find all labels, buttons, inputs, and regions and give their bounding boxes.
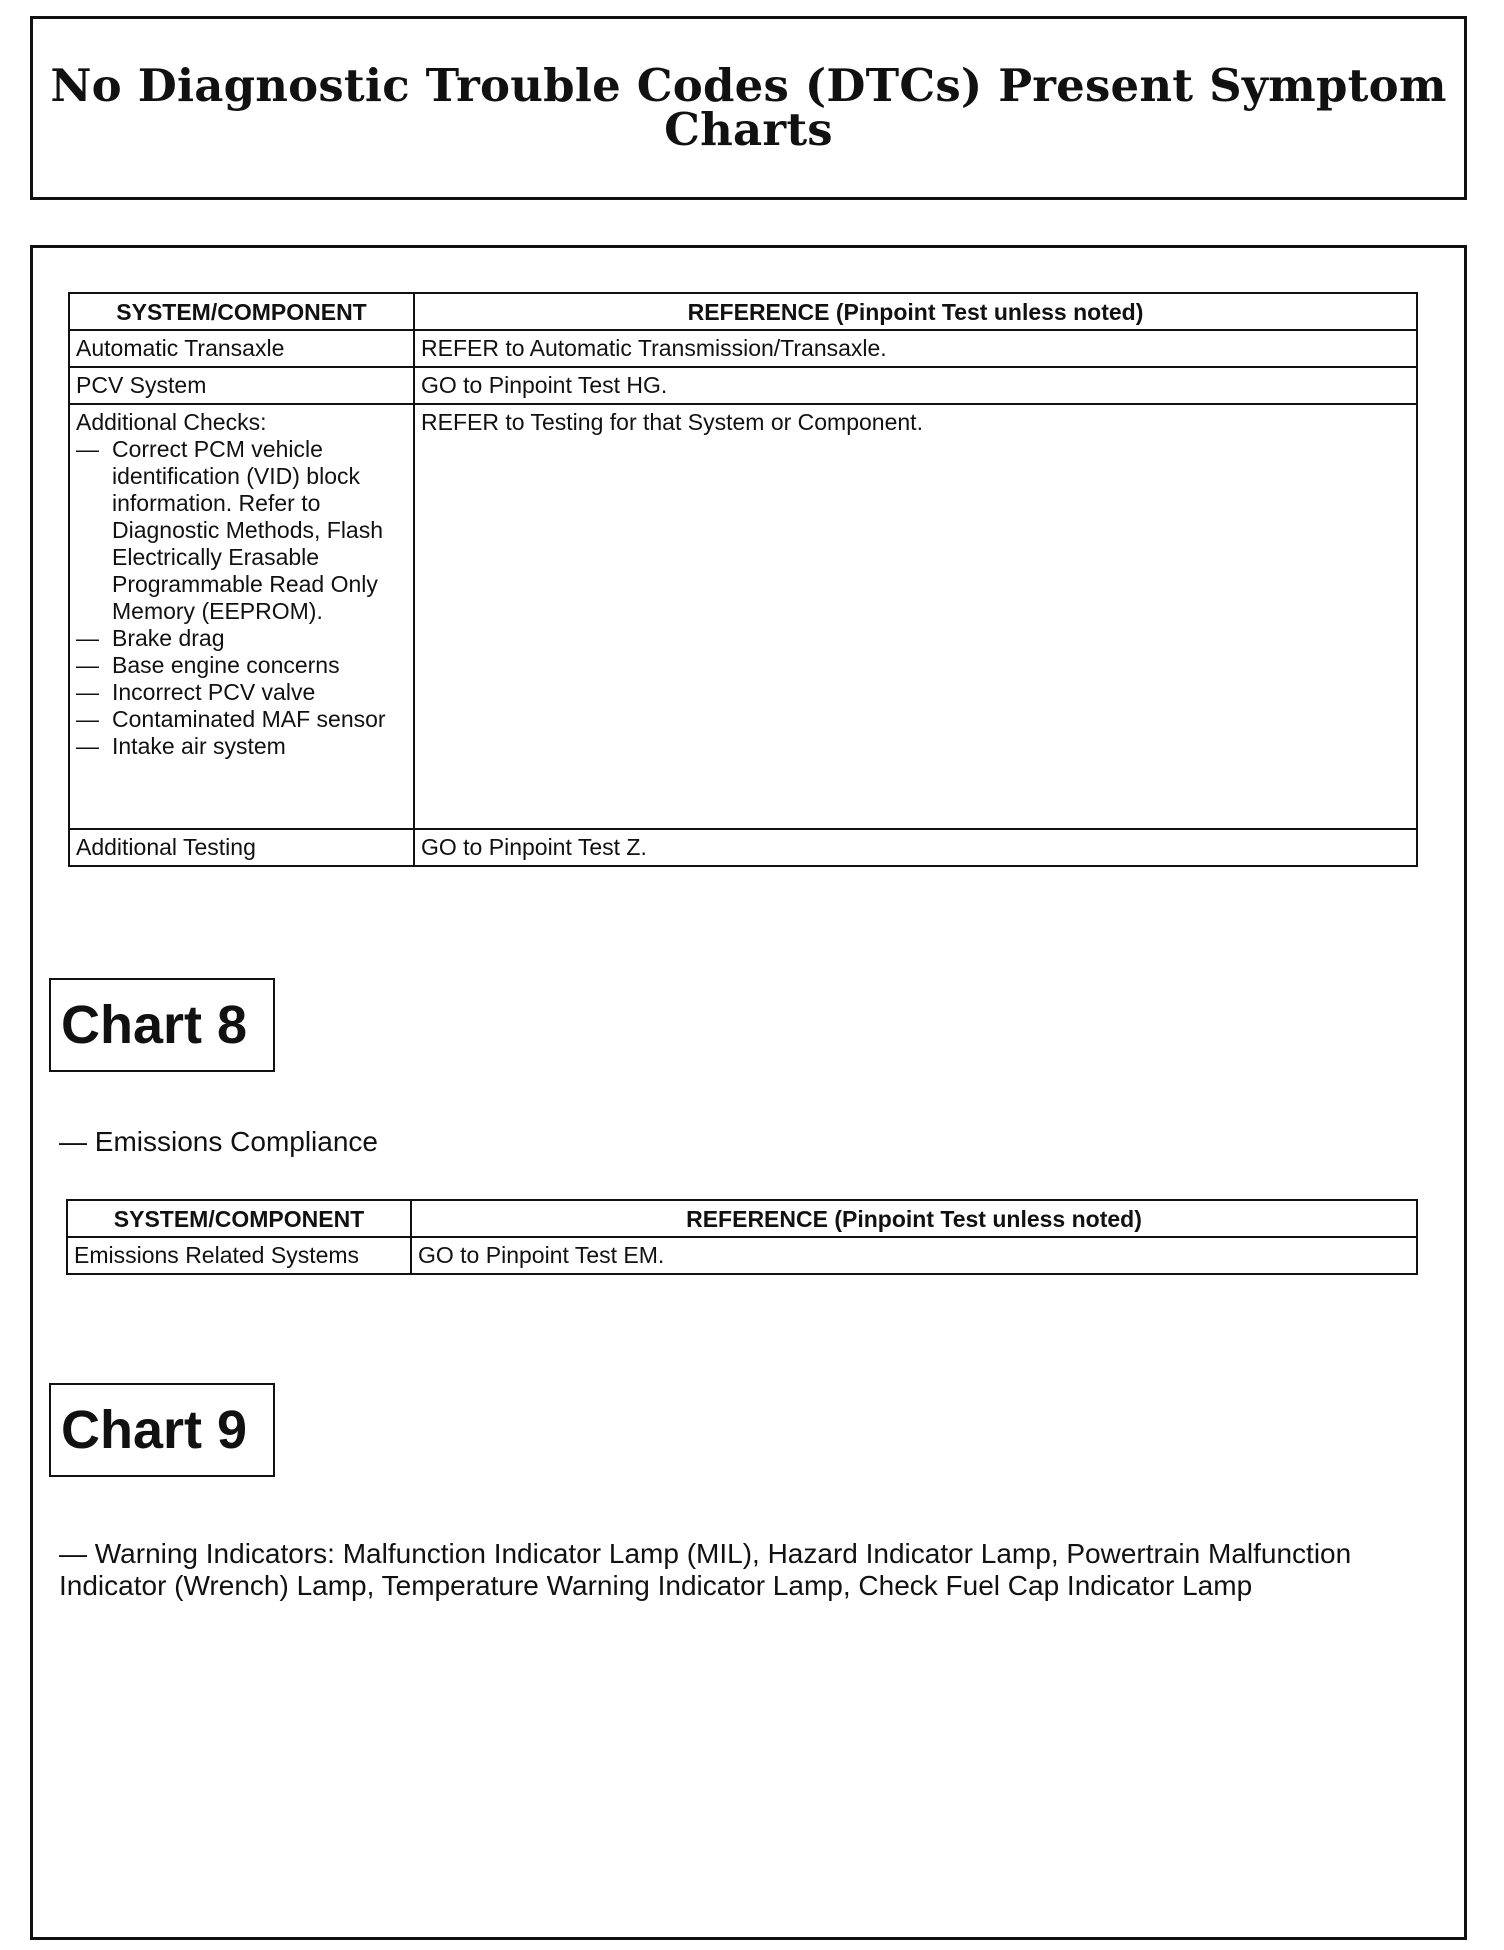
column-header-reference: REFERENCE (Pinpoint Test unless noted) <box>411 1200 1417 1237</box>
emissions-reference-table <box>66 1199 1418 1275</box>
column-header-reference: REFERENCE (Pinpoint Test unless noted) <box>414 293 1417 330</box>
page-title-box <box>30 16 1467 200</box>
table-header-row <box>69 293 1417 330</box>
cell-reference: REFER to Testing for that System or Component. <box>414 404 1417 829</box>
list-item: — Incorrect PCV valve <box>76 679 407 706</box>
list-item: — Contaminated MAF sensor <box>76 706 407 733</box>
chart-9-subtitle: — Warning Indicators: Malfunction Indicator Lamp (MIL), Hazard Indicator Lamp, Powertrain Malfunction Indicator (Wrench) Lamp, Temperature Warning Indicator Lamp, Check Fuel Cap Indicator Lamp <box>59 1538 1352 1601</box>
cell-component: PCV System <box>69 367 414 404</box>
content-frame <box>30 245 1467 1940</box>
symptom-reference-table <box>68 292 1418 867</box>
list-item: — Intake air system <box>76 733 407 760</box>
cell-reference: REFER to Automatic Transmission/Transaxle. <box>414 330 1417 367</box>
column-header-system-component: SYSTEM/COMPONENT <box>69 293 414 330</box>
cell-component: Emissions Related Systems <box>67 1237 411 1274</box>
chart-8-subtitle: — Emissions Compliance <box>59 1126 378 1157</box>
cell-reference: GO to Pinpoint Test EM. <box>411 1237 1417 1274</box>
column-header-system-component: SYSTEM/COMPONENT <box>67 1200 411 1237</box>
cell-reference: GO to Pinpoint Test HG. <box>414 367 1417 404</box>
additional-checks-title: Additional Checks: <box>76 409 267 435</box>
list-item: — Base engine concerns <box>76 652 407 679</box>
page-title-line-1: No Diagnostic Trouble Codes (DTCs) Present Symptom <box>50 59 1447 112</box>
table-row <box>69 829 1417 866</box>
cell-component: Additional Testing <box>69 829 414 866</box>
chart-9-heading: Chart 9 <box>49 1383 275 1477</box>
cell-component-additional-checks <box>69 404 414 829</box>
table-row <box>69 404 1417 829</box>
table-row <box>67 1237 1417 1274</box>
additional-checks-list <box>76 436 407 760</box>
cell-component: Automatic Transaxle <box>69 330 414 367</box>
table-row <box>69 330 1417 367</box>
page-title-line-2: Charts <box>664 103 833 156</box>
chart-8-heading: Chart 8 <box>49 978 275 1072</box>
list-item: — Correct PCM vehicle identification (VID) block information. Refer to Diagnostic Methods, Flash Electrically Erasable Programmable Read Only Memory (EEPROM). <box>76 436 407 625</box>
list-item: — Brake drag <box>76 625 407 652</box>
cell-reference: GO to Pinpoint Test Z. <box>414 829 1417 866</box>
table-header-row <box>67 1200 1417 1237</box>
table-row <box>69 367 1417 404</box>
